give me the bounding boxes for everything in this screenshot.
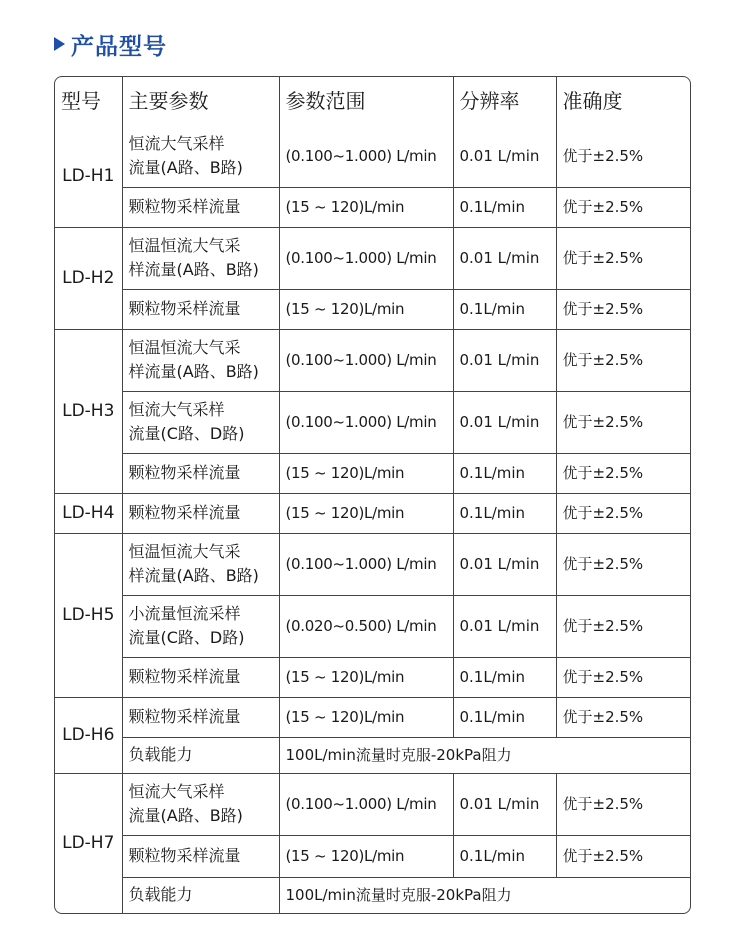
model-cell: LD-H2: [55, 227, 122, 329]
param-cell: [122, 493, 279, 533]
accuracy-cell: 优于±2.5%: [556, 595, 691, 657]
param-cell: [122, 227, 279, 289]
load-capacity-cell: 100L/min流量时克服-20kPa阻力: [279, 737, 691, 773]
accuracy-cell: 优于±2.5%: [556, 493, 691, 533]
param-line: 负载能力: [128, 885, 193, 905]
param-cell: [122, 391, 279, 453]
param-line: 恒流大气采样: [128, 782, 225, 801]
param-line: 恒温恒流大气采: [128, 338, 241, 357]
param-line: 恒温恒流大气采: [128, 236, 241, 255]
section-heading: [54, 28, 167, 60]
table-row: [55, 835, 691, 877]
param-line: 恒流大气采样: [128, 133, 225, 153]
accuracy-cell: 优于±2.5%: [556, 773, 691, 835]
table-row: [55, 533, 691, 595]
param-line: 流量(A路、B路): [128, 157, 243, 177]
param-cell: [122, 533, 279, 595]
range-cell: (15 ~ 120)L/min: [279, 657, 453, 697]
param-cell: [122, 453, 279, 493]
range-cell: (15 ~ 120)L/min: [279, 187, 453, 227]
resolution-cell: 0.01 L/min: [453, 227, 556, 289]
param-cell: [122, 697, 279, 737]
accuracy-cell: 优于±2.5%: [556, 187, 691, 227]
param-cell: [122, 737, 279, 773]
table-row: [55, 877, 691, 913]
resolution-cell: 0.01 L/min: [453, 773, 556, 835]
param-cell: [122, 773, 279, 835]
product-model-table: [54, 76, 691, 914]
range-cell: (0.100~1.000) L/min: [279, 125, 453, 187]
param-line: 恒流大气采样: [128, 400, 225, 419]
resolution-cell: 0.01 L/min: [453, 595, 556, 657]
table-row: [55, 657, 691, 697]
table-row: [55, 391, 691, 453]
accuracy-cell: 优于±2.5%: [556, 227, 691, 289]
param-line: 样流量(A路、B路): [128, 260, 259, 279]
resolution-cell: 0.1L/min: [453, 697, 556, 737]
param-line: 颗粒物采样流量: [128, 503, 241, 522]
range-cell: (15 ~ 120)L/min: [279, 697, 453, 737]
param-line: 颗粒物采样流量: [128, 299, 241, 318]
range-cell: (0.100~1.000) L/min: [279, 773, 453, 835]
param-cell: [122, 289, 279, 329]
model-cell: LD-H5: [55, 533, 122, 697]
header-resolution: 分辨率: [453, 77, 556, 125]
table-row: [55, 125, 691, 187]
range-cell: (0.020~0.500) L/min: [279, 595, 453, 657]
accuracy-cell: 优于±2.5%: [556, 697, 691, 737]
table-row: [55, 289, 691, 329]
resolution-cell: 0.01 L/min: [453, 391, 556, 453]
range-cell: (0.100~1.000) L/min: [279, 391, 453, 453]
range-cell: (15 ~ 120)L/min: [279, 493, 453, 533]
range-cell: (15 ~ 120)L/min: [279, 453, 453, 493]
table-row: [55, 697, 691, 737]
table-row: [55, 453, 691, 493]
resolution-cell: 0.1L/min: [453, 289, 556, 329]
param-line: 流量(C路、D路): [128, 628, 245, 647]
model-cell: LD-H6: [55, 697, 122, 773]
accuracy-cell: 优于±2.5%: [556, 533, 691, 595]
header-accuracy: 准确度: [556, 77, 691, 125]
table-row: [55, 227, 691, 289]
table-row: [55, 595, 691, 657]
param-line: 小流量恒流采样: [128, 604, 241, 623]
triangle-bullet-icon: [54, 37, 65, 51]
header-model: 型号: [55, 77, 122, 125]
accuracy-cell: 优于±2.5%: [556, 329, 691, 391]
header-range: 参数范围: [279, 77, 453, 125]
model-cell: LD-H1: [55, 125, 122, 227]
param-line: 流量(A路、B路): [128, 806, 243, 825]
model-cell: LD-H7: [55, 773, 122, 913]
range-cell: (15 ~ 120)L/min: [279, 835, 453, 877]
table-row: [55, 737, 691, 773]
load-capacity-cell: 100L/min流量时克服-20kPa阻力: [279, 877, 691, 913]
range-cell: (0.100~1.000) L/min: [279, 227, 453, 289]
accuracy-cell: 优于±2.5%: [556, 391, 691, 453]
param-cell: [122, 595, 279, 657]
range-cell: (0.100~1.000) L/min: [279, 329, 453, 391]
param-cell: [122, 125, 279, 187]
resolution-cell: 0.01 L/min: [453, 125, 556, 187]
resolution-cell: 0.1L/min: [453, 835, 556, 877]
param-line: 颗粒物采样流量: [128, 463, 241, 482]
param-cell: [122, 187, 279, 227]
accuracy-cell: 优于±2.5%: [556, 125, 691, 187]
resolution-cell: 0.1L/min: [453, 657, 556, 697]
table-row: [55, 493, 691, 533]
accuracy-cell: 优于±2.5%: [556, 657, 691, 697]
param-line: 流量(C路、D路): [128, 424, 245, 443]
param-line: 颗粒物采样流量: [128, 846, 241, 865]
accuracy-cell: 优于±2.5%: [556, 289, 691, 329]
resolution-cell: 0.1L/min: [453, 187, 556, 227]
section-title: 产品型号: [71, 33, 167, 60]
accuracy-cell: 优于±2.5%: [556, 453, 691, 493]
header-main-param: 主要参数: [122, 77, 279, 125]
param-line: 负载能力: [128, 745, 193, 764]
accuracy-cell: 优于±2.5%: [556, 835, 691, 877]
table-header-row: [55, 77, 691, 125]
param-cell: [122, 657, 279, 697]
param-cell: [122, 329, 279, 391]
table-row: [55, 329, 691, 391]
range-cell: (0.100~1.000) L/min: [279, 533, 453, 595]
param-cell: [122, 877, 279, 913]
resolution-cell: 0.1L/min: [453, 493, 556, 533]
range-cell: (15 ~ 120)L/min: [279, 289, 453, 329]
param-line: 样流量(A路、B路): [128, 566, 259, 585]
model-cell: LD-H3: [55, 329, 122, 493]
table-row: [55, 187, 691, 227]
table-row: [55, 773, 691, 835]
param-line: 颗粒物采样流量: [128, 197, 241, 216]
param-line: 颗粒物采样流量: [128, 667, 241, 686]
param-line: 颗粒物采样流量: [128, 707, 241, 726]
resolution-cell: 0.01 L/min: [453, 329, 556, 391]
resolution-cell: 0.1L/min: [453, 453, 556, 493]
param-line: 恒温恒流大气采: [128, 542, 241, 561]
model-cell: LD-H4: [55, 493, 122, 533]
resolution-cell: 0.01 L/min: [453, 533, 556, 595]
param-cell: [122, 835, 279, 877]
param-line: 样流量(A路、B路): [128, 362, 259, 381]
